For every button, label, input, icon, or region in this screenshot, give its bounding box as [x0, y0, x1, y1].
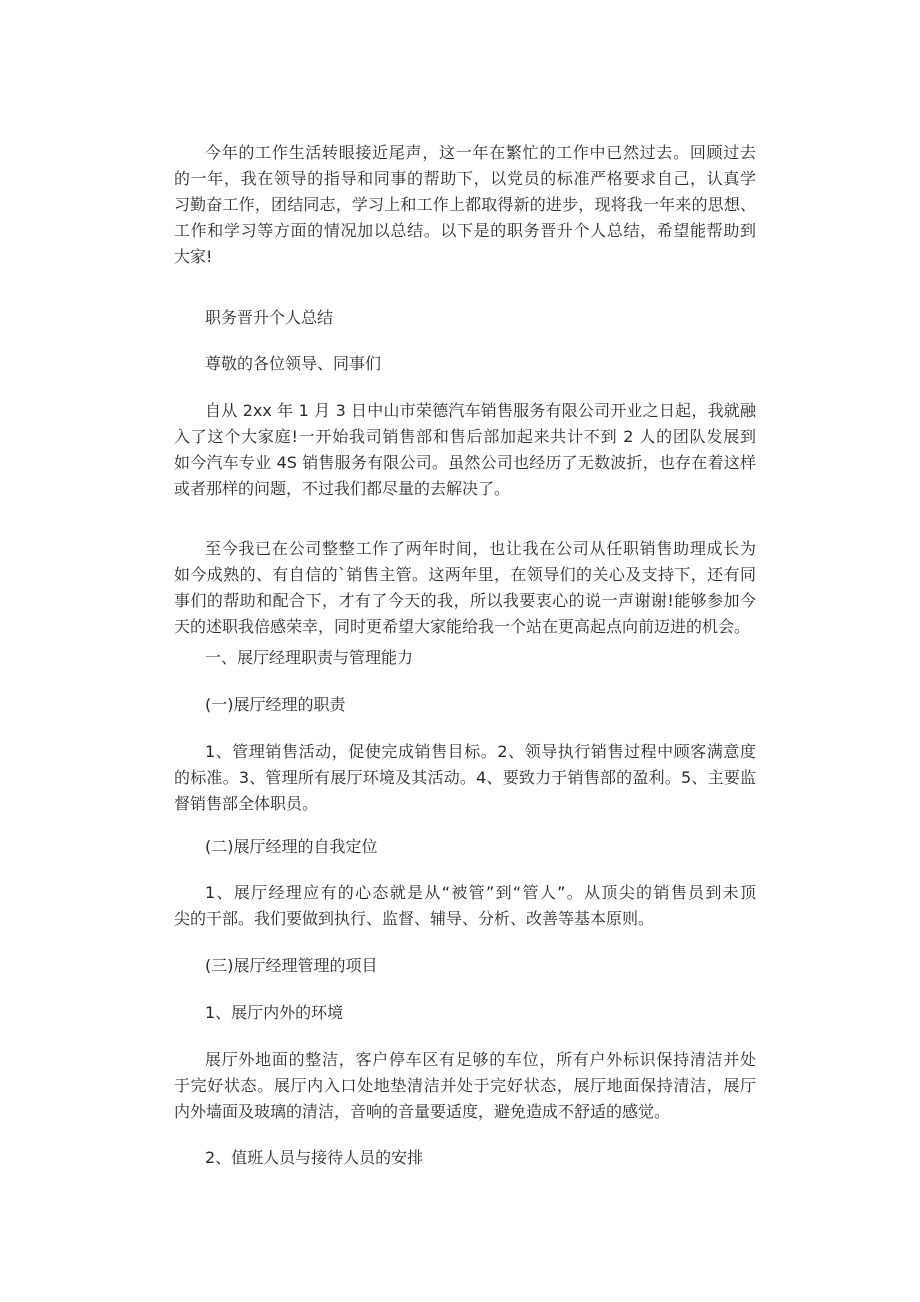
heading [174, 351, 756, 377]
text-line: 1、管理销售活动，促使完成销售目标。2、领导执行销售过程中顾客满意度 [205, 742, 756, 761]
text-line: 习勤奋工作，团结同志，学习上和工作上都取得新的进步，现将我一年来的思想、 [174, 195, 756, 214]
text-line: 今年的工作生活转眼接近尾声，这一年在繁忙的工作中已然过去。回顾过去 [205, 143, 756, 162]
paragraph [174, 1047, 756, 1125]
text-line: 至今我已在公司整整工作了两年时间，也让我在公司从任职销售助理成长为 [205, 539, 756, 558]
paragraph [174, 739, 756, 817]
text-line: 大家! [174, 247, 213, 266]
heading [174, 1145, 756, 1171]
text-line: 内外墙面及玻璃的清洁，音响的音量要适度，避免造成不舒适的感觉。 [174, 1102, 671, 1121]
text-line: 工作和学习等方面的情况加以总结。以下是的职务晋升个人总结，希望能帮助到 [174, 221, 756, 240]
heading [174, 1000, 756, 1026]
text-line: 尖的干部。我们要做到执行、监督、辅导、分析、改善等基本原则。 [174, 909, 655, 928]
paragraph [174, 536, 756, 640]
heading [174, 834, 756, 860]
text-line: (三)展厅经理管理的项目 [205, 956, 378, 975]
text-line: 1、展厅内外的环境 [205, 1003, 344, 1022]
text-line: 天的述职我倍感荣幸，同时更希望大家能给我一个站在更高起点向前迈进的机会。 [174, 617, 751, 636]
text-line: 自从 2xx 年 1 月 3 日中山市荣德汽车销售服务有限公司开业之日起，我就融 [205, 401, 756, 420]
text-line: 1、展厅经理应有的心态就是从“被管”到“管人”。从顶尖的销售员到未顶 [205, 883, 756, 902]
text-line: (一)展厅经理的职责 [205, 695, 346, 714]
text-line: 如今汽车专业 4S 销售服务有限公司。虽然公司也经历了无数波折，也存在着这样 [174, 453, 756, 472]
text-line: 展厅外地面的整洁，客户停车区有足够的车位，所有户外标识保持清洁并处 [205, 1050, 756, 1069]
text-line: 职务晋升个人总结 [205, 308, 334, 327]
heading [174, 645, 756, 671]
heading [174, 953, 756, 979]
text-line: 督销售部全体职员。 [174, 794, 319, 813]
text-line: 事们的帮助和配合下，才有了今天的我，所以我要衷心的说一声谢谢!能够参加今 [174, 591, 756, 610]
text-line: 2、值班人员与接待人员的安排 [205, 1148, 424, 1167]
text-line: 于完好状态。展厅内入口处地垫清洁并处于完好状态，展厅地面保持清洁，展厅 [174, 1076, 756, 1095]
paragraph [174, 880, 756, 932]
text-line: 的一年，我在领导的指导和同事的帮助下，以党员的标准严格要求自己，认真学 [174, 169, 756, 188]
heading [174, 305, 756, 331]
text-line: 的标准。3、管理所有展厅环境及其活动。4、要致力于销售部的盈利。5、主要监 [174, 768, 756, 787]
text-line: 或者那样的问题，不过我们都尽量的去解决了。 [174, 479, 511, 498]
paragraph [174, 398, 756, 502]
text-line: (二)展厅经理的自我定位 [205, 837, 378, 856]
text-line: 如今成熟的、有自信的`销售主管。这两年里，在领导们的关心及支持下，还有同 [174, 565, 756, 584]
text-line: 尊敬的各位领导、同事们 [205, 354, 382, 373]
paragraph [174, 140, 756, 270]
text-line: 一、展厅经理职责与管理能力 [205, 648, 414, 667]
text-line: 入了这个大家庭!一开始我司销售部和售后部加起来共计不到 2 人的团队发展到 [174, 427, 756, 446]
heading [174, 692, 756, 718]
